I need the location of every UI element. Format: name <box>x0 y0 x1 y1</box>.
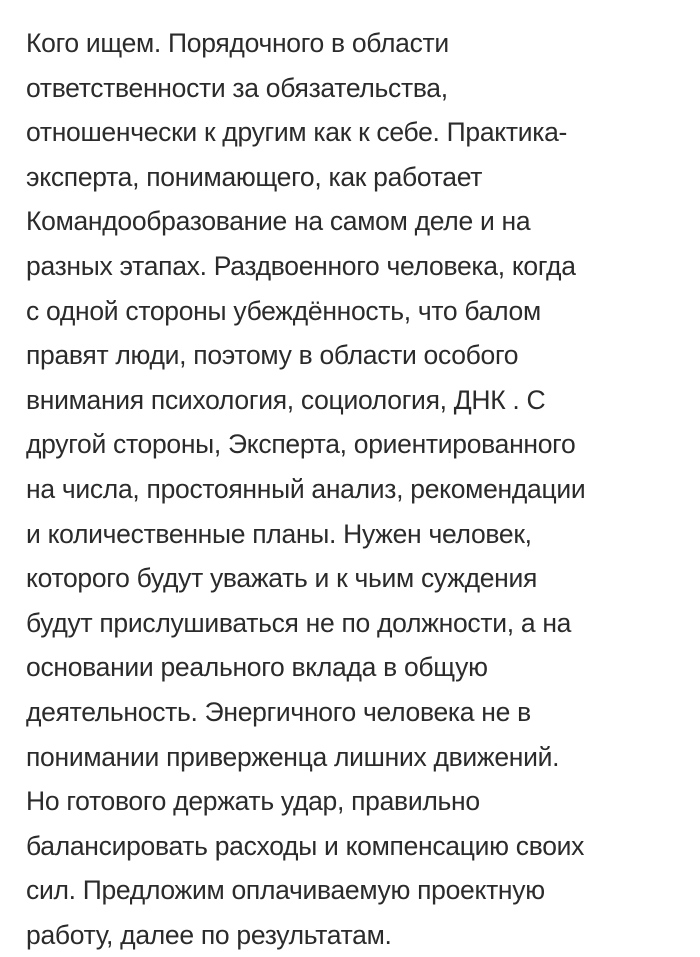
text-line: с одной стороны убеждённость, что балом <box>26 295 541 326</box>
text-line: сил. Предложим оплачиваемую проектную <box>26 875 545 906</box>
text-line: эксперта, понимающего, как работает <box>26 161 483 192</box>
text-line: внимания психология, социология, ДНК . С <box>26 384 546 415</box>
text-line: ответственности за обязательства, <box>26 72 448 103</box>
text-line: на числа, простоянный анализ, рекомендации <box>26 473 586 504</box>
text-line: будут прислушиваться не по должности, а на <box>26 607 572 638</box>
text-line: Командообразование на самом деле и на <box>26 206 531 237</box>
text-line: основании реального вклада в общую <box>26 652 488 683</box>
text-line: Кого ищем. Порядочного в области <box>26 28 449 58</box>
text-line: разных этапах. Раздвоенного человека, когда <box>26 250 576 281</box>
text-line: деятельность. Энергичного человека не в <box>26 696 531 727</box>
post-text <box>26 21 696 957</box>
text-line: Но готового держать удар, правильно <box>26 786 480 817</box>
text-line: правят люди, поэтому в области особого <box>26 340 519 371</box>
text-line: и количественные планы. Нужен человек, <box>26 518 532 549</box>
text-line: работу, далее по результатам. <box>26 919 392 950</box>
text-line: которого будут уважать и к чьим суждения <box>26 563 538 594</box>
text-line: другой стороны, Эксперта, ориентированного <box>26 429 576 460</box>
text-line: отношенчески к другим как к себе. Практика- <box>26 117 568 148</box>
text-line: балансировать расходы и компенсацию своих <box>26 830 585 861</box>
text-line: понимании приверженца лишних движений. <box>26 741 560 772</box>
